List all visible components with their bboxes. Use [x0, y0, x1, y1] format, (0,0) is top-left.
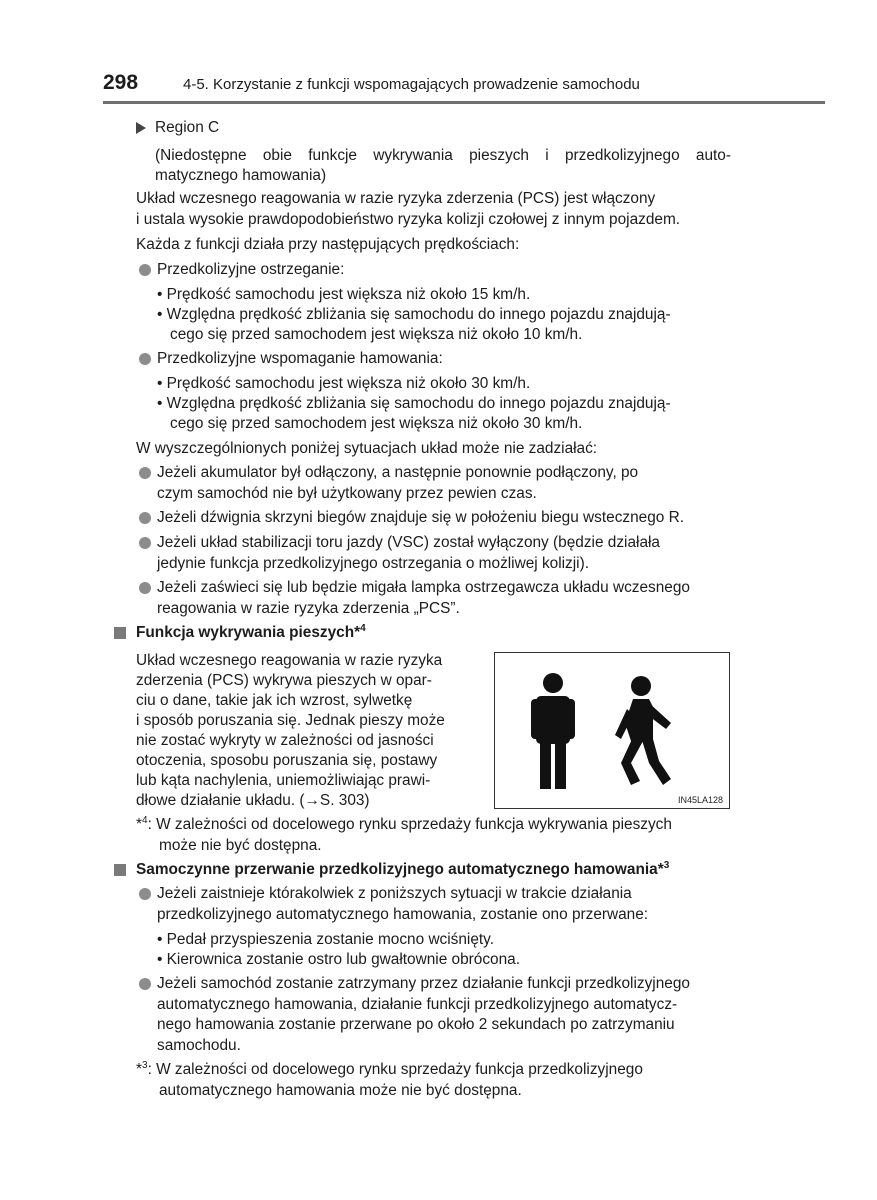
- pedestrian-text-line: zderzenia (PCS) wykrywa pieszych w opar-: [136, 672, 432, 689]
- footnote-text: : W zależności od docelowego rynku sprzedaży funkcja wykrywania pieszych: [147, 816, 672, 833]
- auto-cancel-heading-sup: 3: [663, 859, 670, 871]
- circle-bullet-icon: [139, 537, 151, 549]
- warning-item: • Względna prędkość zbliżania się samochodu do innego pojazdu znajdują-: [157, 306, 671, 323]
- pedestrian-silhouettes-icon: [495, 653, 731, 810]
- circle-bullet-icon: [139, 264, 151, 276]
- chapter-title: 4-5. Korzystanie z funkcji wspomagających prowadzenie samochodu: [183, 76, 640, 93]
- walking-person-icon: [615, 676, 671, 785]
- pedestrian-text-line: ciu o dane, takie jak ich wzrost, sylwetkę: [136, 692, 413, 709]
- situation-line: reagowania w razie ryzyka zderzenia „PCS”.: [157, 600, 460, 617]
- standing-person-icon: [531, 673, 575, 789]
- footnote-sup: 4: [142, 814, 148, 826]
- pedestrian-text-line: Układ wczesnego reagowania w razie ryzyka: [136, 652, 443, 669]
- pedestrian-figure: [494, 652, 730, 809]
- region-note-line: (Niedostępne obie funkcje wykrywania pieszych i przedkolizyjnego auto-: [155, 147, 731, 164]
- auto-cancel-line: automatycznego hamowania, działanie funkcji przedkolizyjnego automatycz-: [157, 996, 678, 1013]
- circle-bullet-icon: [139, 353, 151, 365]
- auto-cancel-line: nego hamowania zostanie przerwane po około 2 sekundach po zatrzymaniu: [157, 1016, 675, 1033]
- pedestrian-heading-sup: 4: [360, 622, 366, 634]
- pedestrian-text-line: otoczenia, sposobu poruszania się, postawy: [136, 752, 438, 769]
- situation-line: czym samochód nie był użytkowany przez pewien czas.: [157, 485, 537, 502]
- page-number: 298: [103, 71, 139, 94]
- warning-item: • Prędkość samochodu jest większa niż około 15 km/h.: [157, 286, 531, 303]
- pedestrian-text-line: nie zostać wykryty w zależności od jasności: [136, 732, 434, 749]
- situation-line: Jeżeli układ stabilizacji toru jazdy (VSC) został wyłączony (będzie działała: [157, 534, 660, 551]
- auto-cancel-footnote-line: automatycznego hamowania może nie być dostępna.: [159, 1082, 522, 1099]
- situation-line: Jeżeli dźwignia skrzyni biegów znajduje się w położeniu biegu wstecznego R.: [157, 509, 684, 526]
- warning-item: cego się przed samochodem jest większa niż około 10 km/h.: [170, 326, 583, 343]
- situation-line: jedynie funkcja przedkolizyjnego ostrzegania o możliwej kolizji).: [157, 555, 589, 572]
- footnote-mark: *: [136, 816, 142, 833]
- square-bullet-icon: [114, 627, 126, 639]
- auto-cancel-footnote: [136, 1059, 643, 1080]
- auto-cancel-sub: • Pedał przyspieszenia zostanie mocno wciśnięty.: [157, 931, 495, 948]
- figure-code: IN45LA128: [677, 795, 723, 805]
- intro-line: Każda z funkcji działa przy następujących prędkościach:: [136, 236, 520, 253]
- circle-bullet-icon: [139, 888, 151, 900]
- pedestrian-heading: [136, 622, 366, 643]
- circle-bullet-icon: [139, 512, 151, 524]
- circle-bullet-icon: [139, 467, 151, 479]
- intro-line: Układ wczesnego reagowania w razie ryzyka zderzenia (PCS) jest włączony: [136, 190, 656, 207]
- page-header: [103, 70, 823, 102]
- auto-cancel-heading: [136, 859, 669, 880]
- auto-cancel-line: Jeżeli zaistnieje którakolwiek z poniższych sytuacji w trakcie działania: [157, 885, 632, 902]
- pedestrian-text-line: i sposób poruszania się. Jednak pieszy może: [136, 712, 445, 729]
- braking-item: • Prędkość samochodu jest większa niż około 30 km/h.: [157, 375, 531, 392]
- footnote-text: : W zależności od docelowego rynku sprzedaży funkcja przedkolizyjnego: [147, 1061, 643, 1078]
- auto-cancel-line: samochodu.: [157, 1037, 241, 1054]
- auto-cancel-sub: • Kierownica zostanie ostro lub gwałtownie obrócona.: [157, 951, 520, 968]
- pedestrian-text-line: lub kąta nachylenia, uniemożliwiając prawi-: [136, 772, 431, 789]
- pedestrian-heading-text: Funkcja wykrywania pieszych*: [136, 624, 361, 641]
- braking-item: cego się przed samochodem jest większa niż około 30 km/h.: [170, 415, 583, 432]
- header-rule: [103, 101, 825, 104]
- situation-line: Jeżeli akumulator był odłączony, a następnie ponownie podłączony, po: [157, 464, 639, 481]
- warning-title: Przedkolizyjne ostrzeganie:: [157, 261, 345, 278]
- auto-cancel-line: przedkolizyjnego automatycznego hamowania, zostanie ono przerwane:: [157, 906, 649, 923]
- circle-bullet-icon: [139, 978, 151, 990]
- region-note-line: matycznego hamowania): [155, 167, 327, 184]
- pedestrian-footnote: [136, 814, 672, 835]
- footnote-mark: *: [136, 1061, 142, 1078]
- situations-intro: W wyszczególnionych poniżej sytuacjach układ może nie zadziałać:: [136, 440, 598, 457]
- region-label: Region C: [155, 119, 220, 136]
- pedestrian-footnote-line: może nie być dostępna.: [159, 837, 322, 854]
- auto-cancel-line: Jeżeli samochód zostanie zatrzymany przez działanie funkcji przedkolizyjnego: [157, 975, 690, 992]
- pedestrian-text-line: dłowe działanie układu. (→S. 303): [136, 792, 370, 809]
- square-bullet-icon: [114, 864, 126, 876]
- situation-line: Jeżeli zaświeci się lub będzie migała lampka ostrzegawcza układu wczesnego: [157, 579, 690, 596]
- intro-line: i ustala wysokie prawdopodobieństwo ryzyka kolizji czołowej z innym pojazdem.: [136, 211, 681, 228]
- auto-cancel-heading-text: Samoczynne przerwanie przedkolizyjnego automatycznego hamowania*: [136, 861, 664, 878]
- triangle-bullet-icon: [136, 122, 146, 134]
- footnote-sup: 3: [142, 1059, 148, 1071]
- braking-title: Przedkolizyjne wspomaganie hamowania:: [157, 350, 443, 367]
- circle-bullet-icon: [139, 582, 151, 594]
- braking-item: • Względna prędkość zbliżania się samochodu do innego pojazdu znajdują-: [157, 395, 671, 412]
